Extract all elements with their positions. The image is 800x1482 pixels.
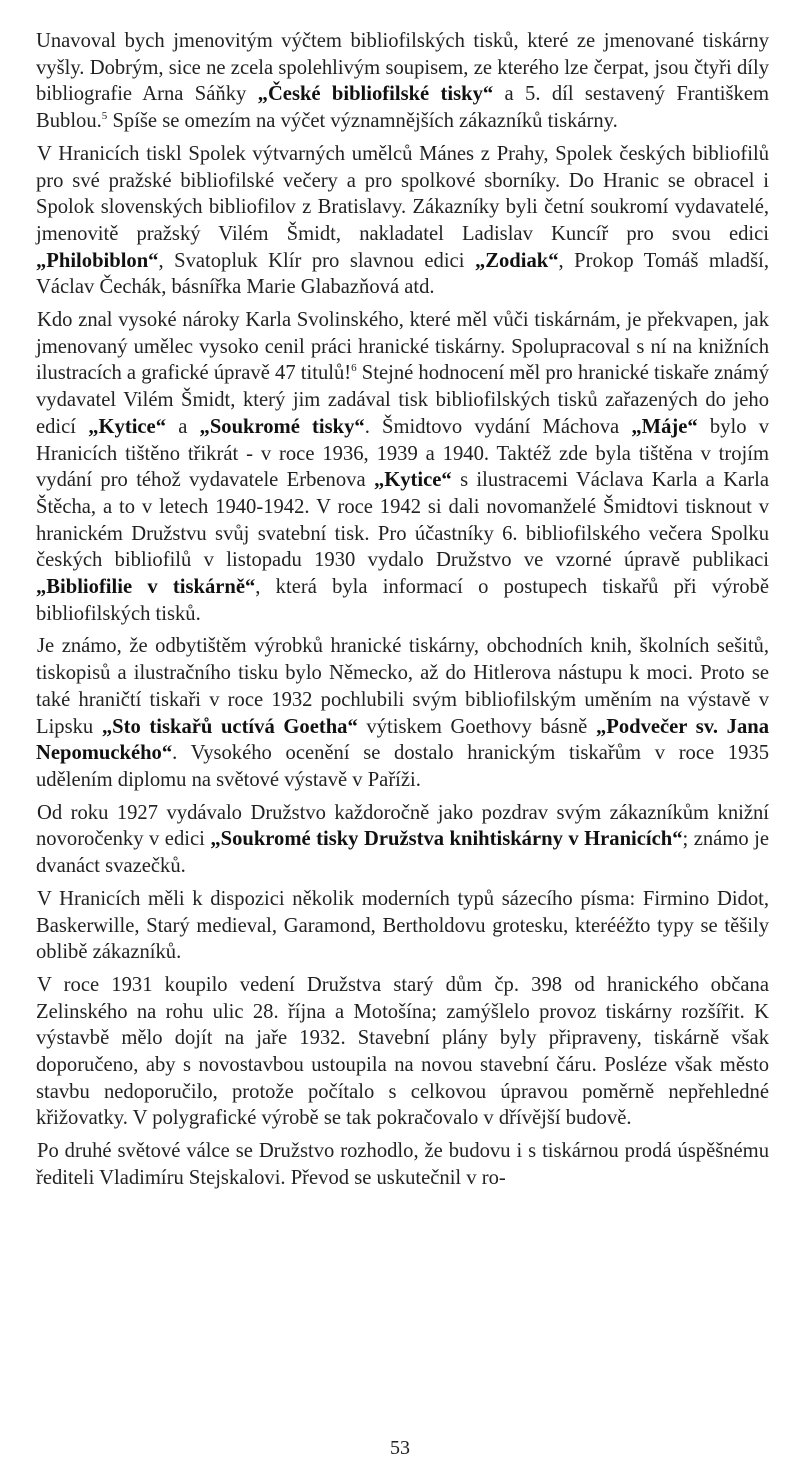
bold-title: „Podvečer sv. Jana Nepomuckého“ [36,715,770,765]
text-run: . Vysokého ocenění se dostalo hranickým tiskařům v roce 1935 udělením diplomu na světové výstavě v Paříži. [36,742,769,791]
bold-title: „Kytice“ [88,415,166,438]
text-run: Je známo, že odbytištěm výrobků hranické tiskárny, obchodních knih, školních sešitů, tiskopisů a ilustračního tisku bylo Německo, až do Hitlerova nástupu k moci. Proto se také hraničtí tiskaři v roce 1932 pochlubili svým bibliofilským uměním na výstavě v Lipsku [36,635,769,738]
paragraph [36,141,769,301]
text-run: Spíše se omezím na výčet významnějších zákazníků tiskárny. [107,110,618,133]
paragraph [36,886,769,966]
bold-title: „České bibliofilské tisky“ [257,83,494,106]
text-run: V roce 1931 koupilo vedení Družstva starý dům čp. 398 od hranického občana Zelinského na rohu ulic 28. října a Motošína; zamýšlelo provoz tiskárny rozšířit. K výstavbě mělo dojít na jaře 1932. Stavební plány byly připraveny, tiskárně však doporučeno, aby s novostavbou ustoupila na novou stavební čáru. Posléze však město stavbu nedoporučilo, protože počítalo s celkovou úpravou poměrně nepřehledné křižovatky. V polygrafické výrobě se tak pokračovalo v dřívější budově. [36,973,769,1130]
bold-title: „Soukromé tisky“ [199,415,365,438]
paragraph [36,633,769,793]
paragraph [36,28,769,135]
paragraph [36,972,769,1132]
text-run: , Prokop Tomáš mladší, Václav Čechák, básnířka Marie Glabazňová atd. [36,249,769,299]
page-number: 53 [390,1437,410,1459]
paragraph [36,800,769,880]
footnote-ref: 6 [351,362,357,375]
text-run: a [166,415,200,438]
text-run: V Hranicích měli k dispozici několik moderních typů sázecího písma: Firmino Didot, Baskerwille, Starý medieval, Garamond, Bertholdovu grotesku, kterééžto typy se těšily oblibě zákazníků. [36,887,769,964]
bold-title: „Zodiak“ [474,249,559,272]
text-run: Unavoval bych jmenovitým výčtem bibliofilských tisků, které ze jmenované tiskárny vyšly. Dobrým, sice ne zcela spolehlivým soupisem, ze kterého lze čerpat, jsou čtyři díly bibliografie Arna Sáňky [36,30,769,106]
bold-title: „Sto tiskařů uctívá Goetha“ [101,715,358,738]
text-run: Kdo znal vysoké nároky Karla Svolinského, které měl vůči tiskárnám, je překvapen, jak jmenovaný umělec vysoko cenil práci hranické tiskárny. Spolupracoval s ní na knižních ilustracích a grafické úpravě 47 titulů! [36,309,769,385]
text-run: bylo v Hranicích tištěno třikrát - v roce 1936, 1939 a 1940. Taktéž zde byla tištěna v trojím vydání pro téhož vydavatele Erbenova [36,415,769,492]
bold-title: „Soukromé tisky Družstva knihtiskárny v Hranicích“ [210,828,683,851]
text-run: Od roku 1927 vydávalo Družstvo každoročně jako pozdrav svým zákazníkům knižní novoročenky v edici [36,801,769,851]
text-run: . Šmidtovo vydání Máchova [364,415,632,438]
footnote-ref: 5 [101,110,108,123]
text-run: a 5. díl sestavený Františkem Bublou. [36,83,769,133]
text-run: Stejné hodnocení měl pro hranické tiskaře známý vydavatel Vilém Šmidt, který jim zadával tisk bibliofilských tisků zařazených do jeho edicí [36,362,769,438]
bold-title: „Bibliofilie v tiskárně“ [36,576,256,599]
page-body [36,28,769,1198]
text-run: výtiskem Goethovy básně [357,715,596,738]
text-run: ; známo je dvanáct svazečků. [36,828,769,878]
bold-title: „Philobiblon“ [36,249,159,272]
text-run: Po druhé světové válce se Družstvo rozhodlo, že budovu i s tiskárnou prodá úspěšnému řediteli Vladimíru Stejskalovi. Převod se uskutečnil v ro- [36,1140,769,1189]
paragraph [36,307,769,627]
text-run: , Svatopluk Klír pro slavnou edici [158,249,475,272]
text-run: V Hranicích tiskl Spolek výtvarných umělců Mánes z Prahy, Spolek českých bibliofilů pro své pražské bibliofilské večery a pro spolkové sborníky. Do Hranic se obracel i Spolok slovenských bibliofilov z Bratislavy. Zákazníky byli četní soukromí vydavatelé, jmenovitě pražský Vilém Šmidt, nakladatel Ladislav Kuncíř pro svou edici [36,142,769,245]
paragraph [36,1138,769,1191]
text-run: , která byla informací o postupech tiskařů při výrobě bibliofilských tisků. [36,576,769,625]
text-run: s ilustracemi Václava Karla a Karla Štěcha, a to v letech 1940-1942. V roce 1942 si dali novomanželé Šmidtovi tisknout v hranickém Družstvu svůj svatební tisk. Pro účastníky 6. bibliofilského večera Spolku českých bibliofilů v listopadu 1930 vydalo Družstvo ve vzorné úpravě publikaci [36,469,769,572]
bold-title: „Máje“ [631,415,698,438]
bold-title: „Kytice“ [373,469,452,492]
